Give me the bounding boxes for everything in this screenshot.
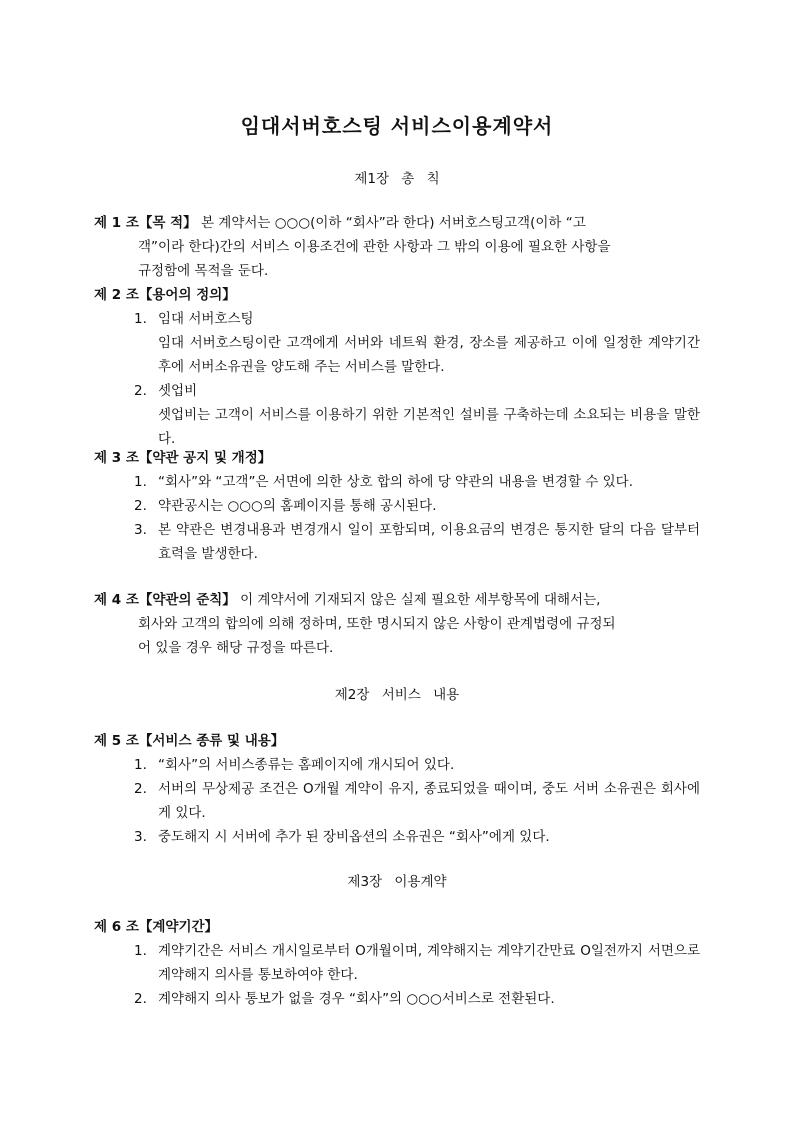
article-5-heading: 제 5 조【서비스 종류 및 내용】 <box>94 733 285 749</box>
document-title: 임대서버호스팅 서비스이용계약서 <box>240 114 554 138</box>
article-3-heading: 제 3 조【약관 공지 및 개정】 <box>94 450 272 466</box>
article-4-line-3: 어 있을 경우 해당 규정을 따른다. <box>138 640 334 656</box>
item-number: 1. <box>134 757 147 773</box>
chapter-2-title: 제2장 서비스 내용 <box>334 687 460 703</box>
article-1 <box>94 211 700 283</box>
item-text: 중도해지 시 서버에 추가 된 장비옵션의 소유권은 “회사”에게 있다. <box>158 829 550 845</box>
item-title: 셋업비 <box>158 383 198 399</box>
article-5 <box>94 729 700 849</box>
article-2 <box>94 283 700 451</box>
article-6-heading: 제 6 조【계약기간】 <box>94 919 219 935</box>
item-body: 셋업비는 고객이 서비스를 이용하기 위한 기본적인 설비를 구축하는데 소요되는 비용을 말한다. <box>158 407 700 447</box>
article-6 <box>94 915 700 1011</box>
article-3-item-1 <box>94 470 700 494</box>
item-number: 1. <box>134 943 147 959</box>
item-title: 임대 서버호스팅 <box>158 311 254 327</box>
article-1-line-1: 본 계약서는 ○○○(이하 “회사”라 한다) 서버호스팅고객(이하 “고 <box>200 215 586 231</box>
article-4-line-2: 회사와 고객의 합의에 의해 정하며, 또한 명시되지 않은 사항이 관계법령에 규정되 <box>138 616 616 632</box>
item-text: 계약기간은 서비스 개시일로부터 O개월이며, 계약해지는 계약기간만료 O일전까지 서면으로 계약해지 의사를 통보하여야 한다. <box>158 943 700 983</box>
article-4-line-1: 이 계약서에 기재되지 않은 실제 필요한 세부항목에 대해서는, <box>240 592 601 608</box>
article-1-line-2: 객”이라 한다)간의 서비스 이용조건에 관한 사항과 그 밖의 이용에 필요한 사항을 <box>138 239 611 255</box>
item-number: 3. <box>134 522 147 538</box>
article-1-heading: 제 1 조【목 적】 <box>94 215 197 231</box>
article-4 <box>94 588 700 660</box>
chapter-1-title: 제1장 총 칙 <box>354 171 440 187</box>
item-text: 서버의 무상제공 조건은 O개월 계약이 유지, 종료되었을 때이며, 중도 서버 소유권은 회사에게 있다. <box>158 781 700 821</box>
article-5-item-1 <box>94 753 700 777</box>
article-2-heading: 제 2 조【용어의 정의】 <box>94 287 236 303</box>
article-5-item-2 <box>94 777 700 825</box>
article-2-item-2 <box>94 379 700 451</box>
item-number: 2. <box>134 781 147 797</box>
article-5-item-3 <box>94 825 700 849</box>
item-number: 1. <box>134 311 147 327</box>
article-6-item-2 <box>94 987 700 1011</box>
item-text: “회사”와 “고객”은 서면에 의한 상호 합의 하에 당 약관의 내용을 변경할 수 있다. <box>158 474 633 490</box>
article-1-line-3: 규정함에 목적을 둔다. <box>138 263 269 279</box>
item-number: 3. <box>134 829 147 845</box>
item-text: 계약해지 의사 통보가 없을 경우 “회사”의 ○○○서비스로 전환된다. <box>158 991 555 1007</box>
item-number: 2. <box>134 498 147 514</box>
item-number: 2. <box>134 383 147 399</box>
item-body: 임대 서버호스팅이란 고객에게 서버와 네트웍 환경, 장소를 제공하고 이에 일정한 계약기간 후에 서버소유권을 양도해 주는 서비스를 말한다. <box>158 335 700 375</box>
article-6-item-1 <box>94 939 700 987</box>
item-text: 본 약관은 변경내용과 변경개시 일이 포함되며, 이용요금의 변경은 통지한 달의 다음 달부터 효력을 발생한다. <box>158 522 700 562</box>
item-text: 약관공시는 ○○○의 홈페이지를 통해 공시된다. <box>158 498 437 514</box>
item-text: “회사”의 서비스종류는 홈페이지에 개시되어 있다. <box>158 757 455 773</box>
article-3 <box>94 446 700 566</box>
article-4-heading: 제 4 조【약관의 준칙】 <box>94 592 236 608</box>
article-2-item-1 <box>94 307 700 379</box>
article-3-item-2 <box>94 494 700 518</box>
article-3-item-3 <box>94 518 700 566</box>
item-number: 2. <box>134 991 147 1007</box>
chapter-3-title: 제3장 이용계약 <box>347 874 447 890</box>
item-number: 1. <box>134 474 147 490</box>
